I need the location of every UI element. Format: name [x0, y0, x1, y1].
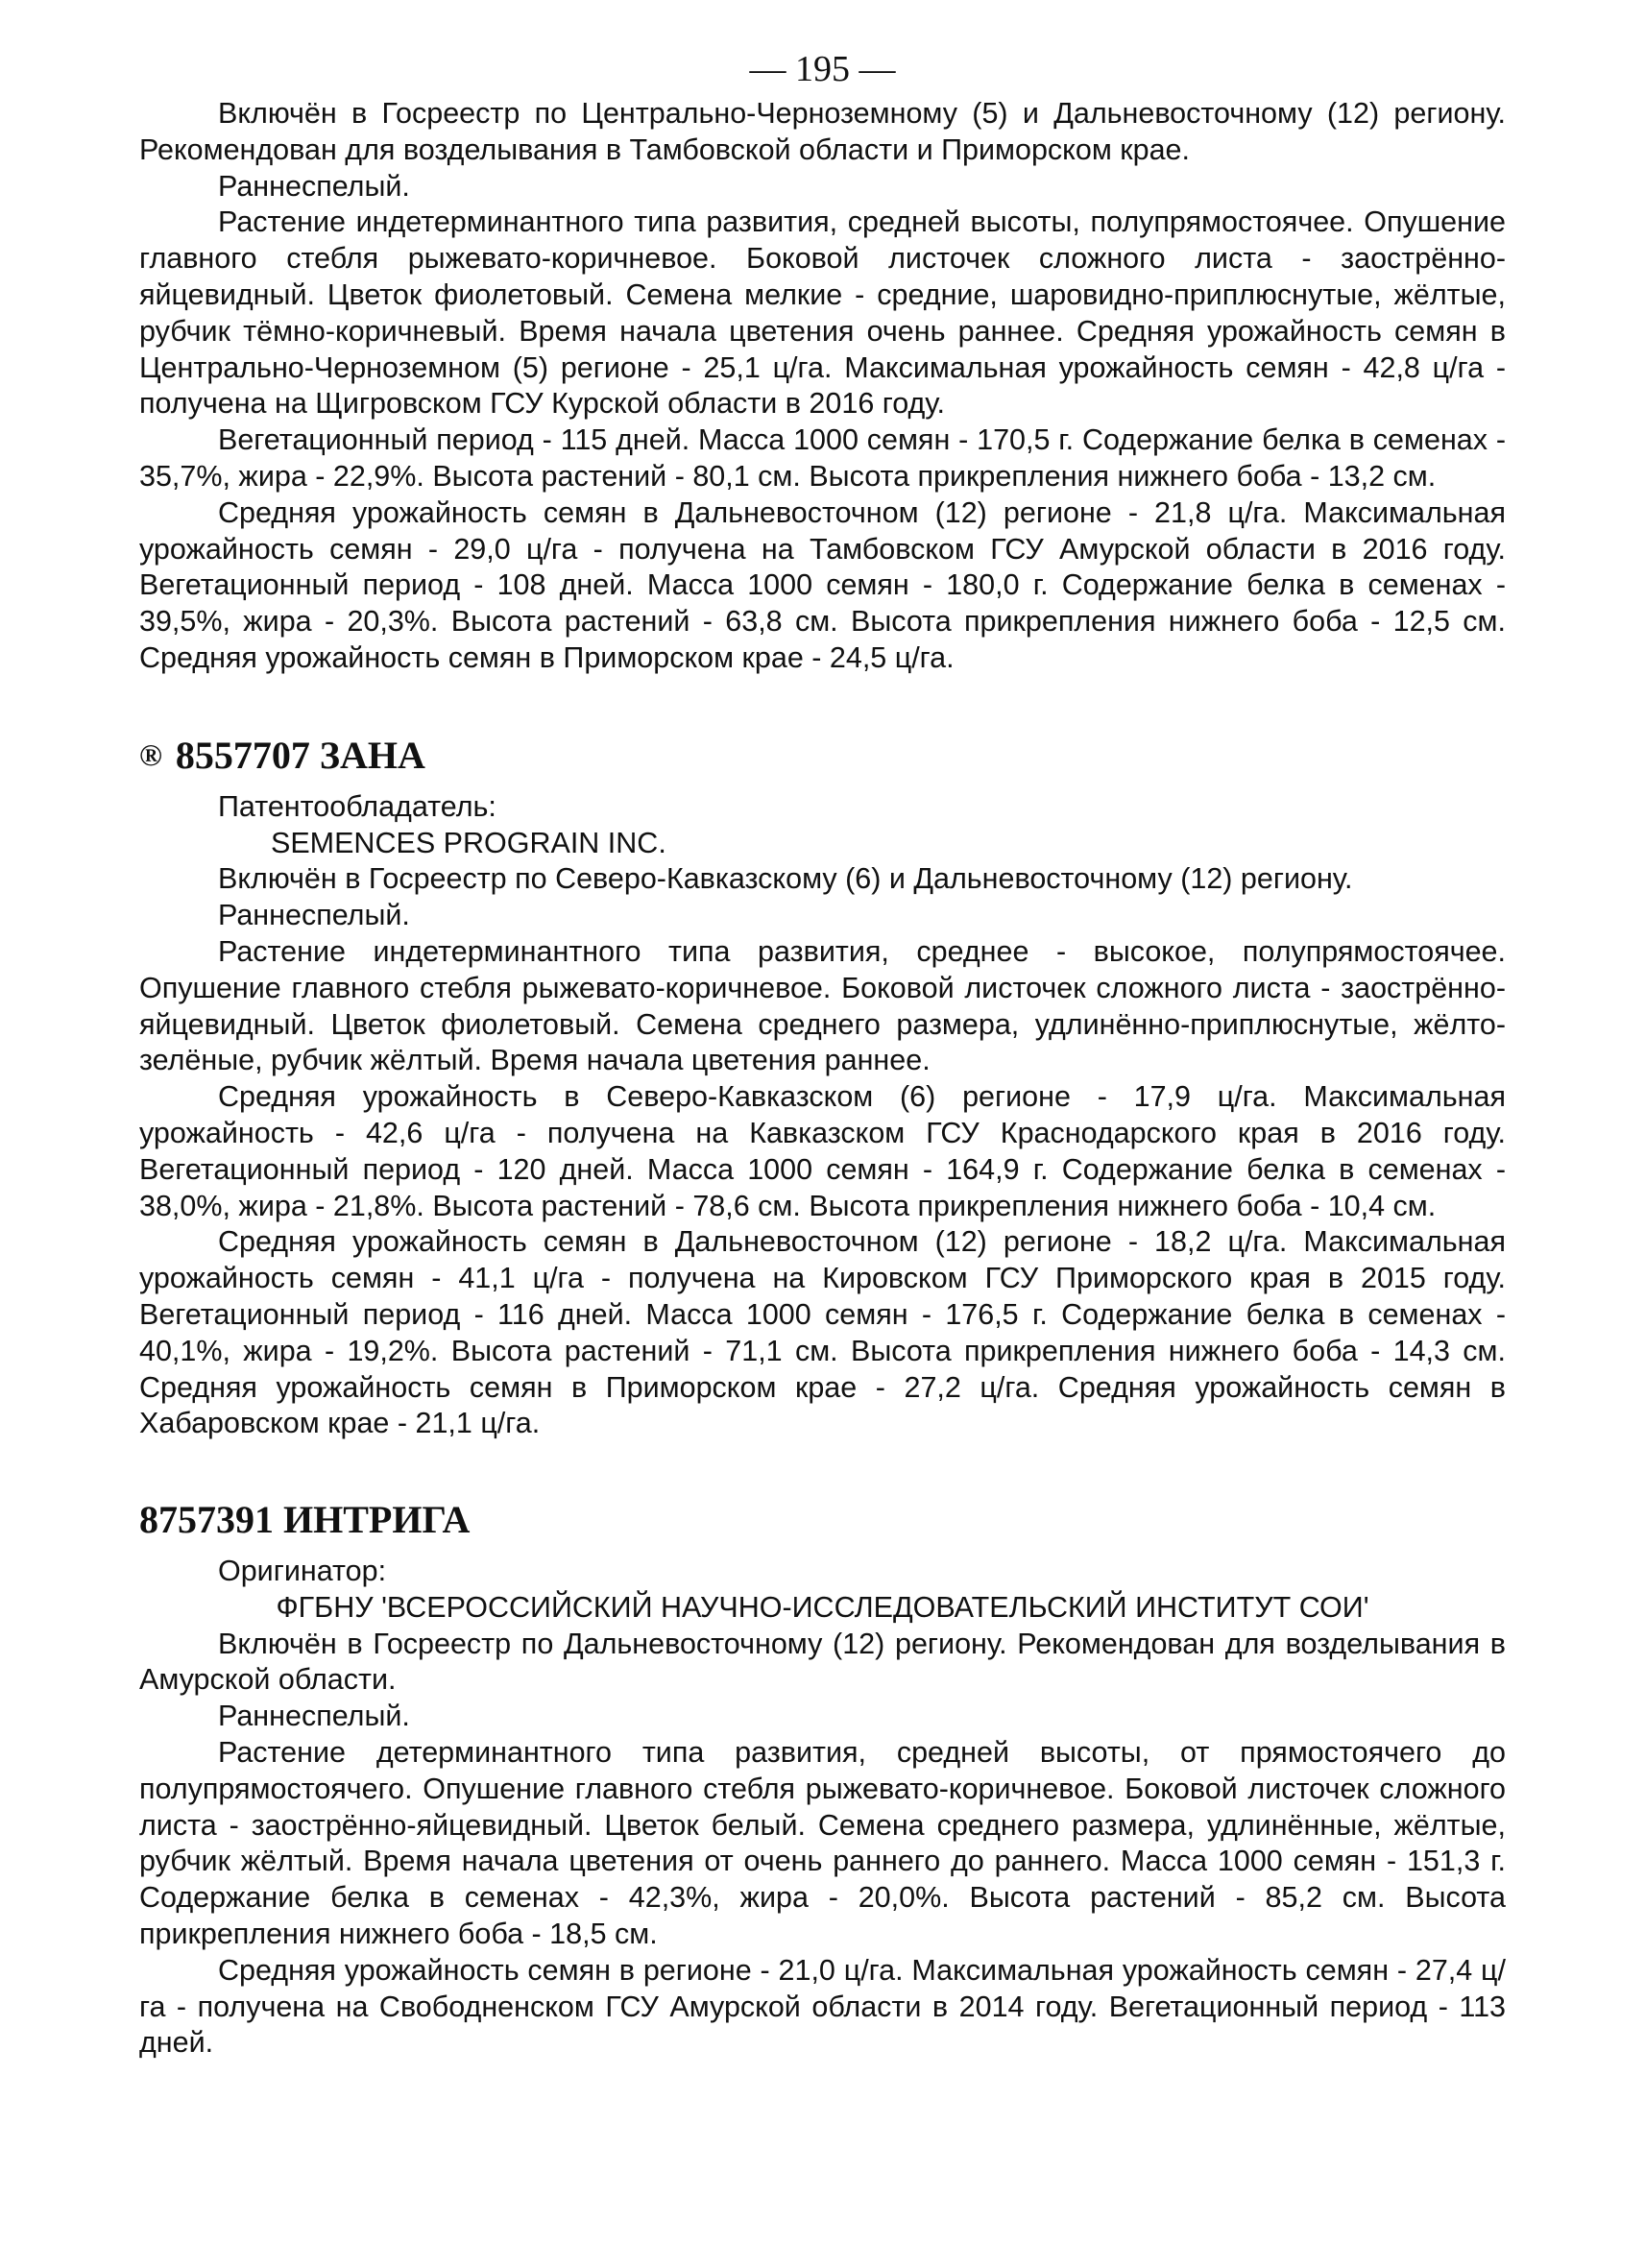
- entry-name: ИНТРИГА: [283, 1498, 471, 1542]
- paragraph: Вегетационный период - 115 дней. Масса 1000 семян - 170,5 г. Содержание белка в семенах - 35,7%, жира - 22,9%. Высота растений - 80,1 см. Высота прикрепления нижнего боба - 13,2 см.: [139, 423, 1506, 493]
- entry-intriga: [139, 1498, 1506, 2062]
- paragraph: Растение детерминантного типа развития, средней высоты, от прямостоячего до полупрямостоячего. Опушение главного стебля рыжевато-коричневое. Боковой листочек сложного листа - заострённо-яйцевидный. Цветок белый. Семена среднего размера, удлинённые, жёлтые, рубчик жёлтый. Время начала цветения от очень раннего до раннего. Масса 1000 семян - 151,3 г. Содержание белка в семенах - 42,3%, жира - 20,0%. Высота растений - 85,2 см. Высота прикрепления нижнего боба - 18,5 см.: [139, 1736, 1506, 1951]
- holder-name: ФГБНУ 'ВСЕРОССИЙСКИЙ НАУЧНО-ИССЛЕДОВАТЕЛЬСКИЙ ИНСТИТУТ СОИ': [276, 1590, 1369, 1624]
- entry-name: ЗАНА: [319, 733, 425, 777]
- paragraph: Раннеспелый.: [218, 1700, 410, 1733]
- entry-title: [139, 1498, 1506, 1542]
- paragraph: Включён в Госреестр по Центрально-Черноземному (5) и Дальневосточному (12) региону. Рекомендован для возделывания в Тамбовской области и Приморском крае.: [139, 97, 1506, 166]
- holder-name: SEMENCES PROGRAIN INC.: [271, 826, 666, 859]
- page-number: — 195 —: [749, 49, 896, 89]
- entry-number: 8557707: [175, 733, 310, 777]
- paragraph: Включён в Госреестр по Дальневосточному (12) региону. Рекомендован для возделывания в Амурской области.: [139, 1627, 1506, 1697]
- paragraph: Раннеспелый.: [218, 169, 410, 203]
- registered-mark: ®: [139, 736, 162, 772]
- paragraph: Средняя урожайность семян в Дальневосточном (12) регионе - 21,8 ц/га. Максимальная урожайность семян - 29,0 ц/га - получена на Тамбовском ГСУ Амурской области в 2016 году. Вегетационный период - 108 дней. Масса 1000 семян - 180,0 г. Содержание белка в семенах - 39,5%, жира - 20,3%. Высота растений - 63,8 см. Высота прикрепления нижнего боба - 12,5 см. Средняя урожайность семян в Приморском крае - 24,5 ц/га.: [139, 495, 1506, 674]
- paragraph: Включён в Госреестр по Северо-Кавказскому (6) и Дальневосточному (12) региону.: [218, 862, 1353, 896]
- entry-zana: [139, 733, 1506, 1442]
- paragraph: Раннеспелый.: [218, 899, 410, 932]
- entry-title: [139, 733, 1506, 778]
- holder-label: Оригинатор:: [218, 1555, 387, 1588]
- continuation-section: [139, 96, 1506, 677]
- holder-label: Патентообладатель:: [218, 789, 496, 823]
- document-page: [139, 48, 1506, 2062]
- paragraph: Средняя урожайность семян в регионе - 21,0 ц/га. Максимальная урожайность семян - 27,4 ц/га - получена на Свободненском ГСУ Амурской области в 2014 году. Вегетационный период - 113 дней.: [139, 1953, 1506, 2060]
- paragraph: Средняя урожайность в Северо-Кавказском (6) регионе - 17,9 ц/га. Максимальная урожайность - 42,6 ц/га - получена на Кавказском ГСУ Краснодарского края в 2016 году. Вегетационный период - 120 дней. Масса 1000 семян - 164,9 г. Содержание белка в семенах - 38,0%, жира - 21,8%. Высота растений - 78,6 см. Высота прикрепления нижнего боба - 10,4 см.: [139, 1080, 1506, 1222]
- entry-number: 8757391: [139, 1498, 274, 1542]
- paragraph: Растение индетерминантного типа развития, средней высоты, полупрямостоячее. Опушение главного стебля рыжевато-коричневое. Боковой листочек сложного листа - заострённо-яйцевидный. Цветок фиолетовый. Семена мелкие - средние, шаровидно-приплюснутые, жёлтые, рубчик тёмно-коричневый. Время начала цветения очень раннее. Средняя урожайность семян в Центрально-Черноземном (5) регионе - 25,1 ц/га. Максимальная урожайность семян - 42,8 ц/га - получена на Щигровском ГСУ Курской области в 2016 году.: [139, 205, 1506, 421]
- paragraph: Растение индетерминантного типа развития, среднее - высокое, полупрямостоячее. Опушение главного стебля рыжевато-коричневое. Боковой листочек сложного листа - заострённо-яйцевидный. Цветок фиолетовый. Семена среднего размера, удлинённо-приплюснутые, жёлто-зелёные, рубчик жёлтый. Время начала цветения раннее.: [139, 934, 1506, 1077]
- paragraph: Средняя урожайность семян в Дальневосточном (12) регионе - 18,2 ц/га. Максимальная урожайность семян - 41,1 ц/га - получена на Кировском ГСУ Приморского края в 2015 году. Вегетационный период - 116 дней. Масса 1000 семян - 176,5 г. Содержание белка в семенах - 40,1%, жира - 19,2%. Высота растений - 71,1 см. Высота прикрепления нижнего боба - 14,3 см. Средняя урожайность семян в Приморском крае - 27,2 ц/га. Средняя урожайность семян в Хабаровском крае - 21,1 ц/га.: [139, 1225, 1506, 1440]
